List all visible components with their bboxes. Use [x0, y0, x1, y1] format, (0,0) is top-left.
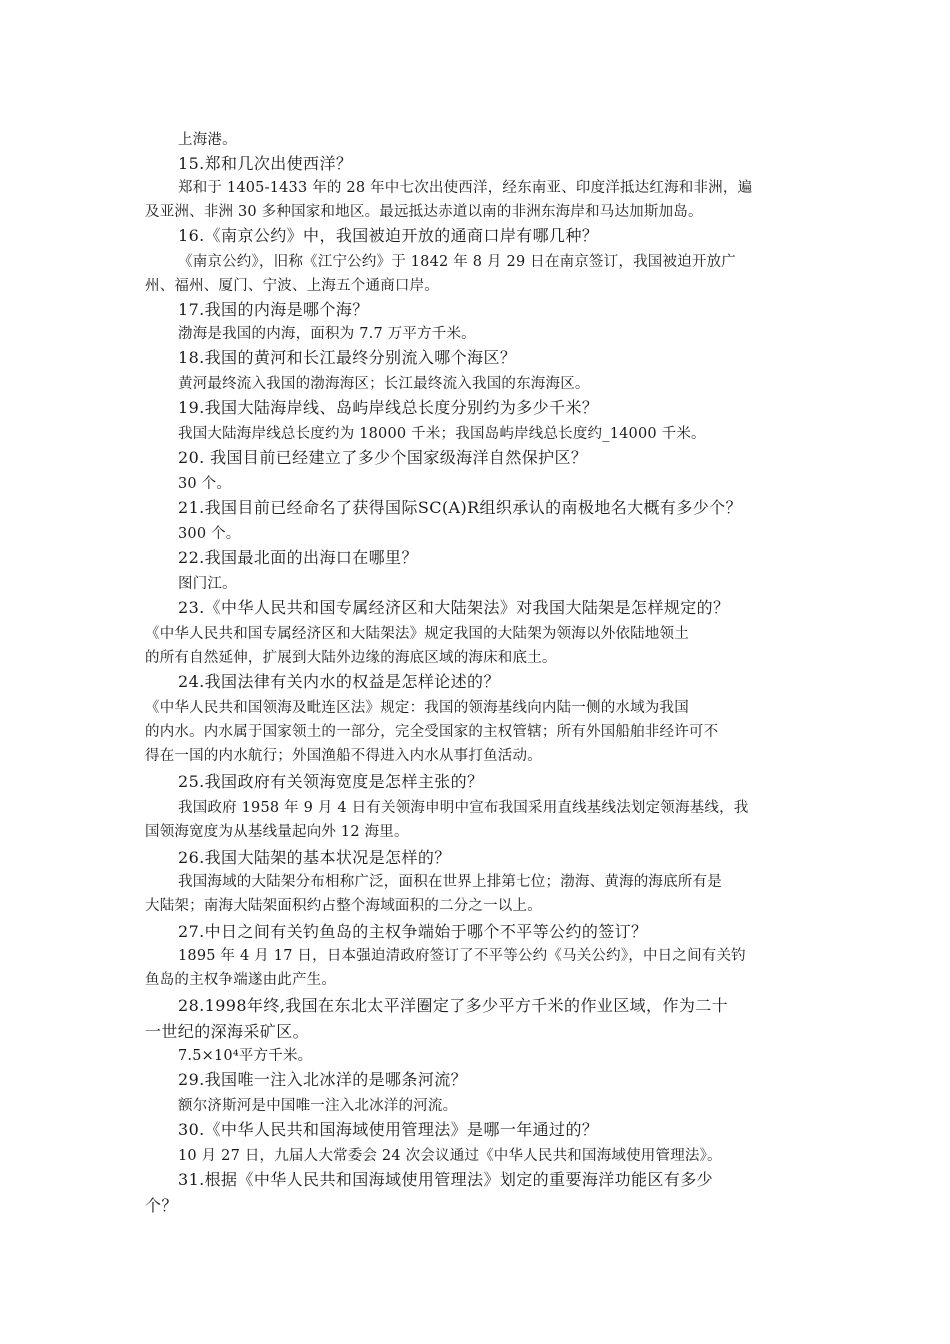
question-line: 27.中日之间有关钓鱼岛的主权争端始于哪个不平等公约的签订？	[178, 922, 648, 941]
answer-line: 我国政府 1958 年 9 月 4 日有关领海申明中宣布我国采用直线基线法划定领海基线，我	[178, 800, 749, 816]
answer-line: 黄河最终流入我国的渤海海区；长江最终流入我国的东海海区。	[178, 376, 590, 392]
answer-line: 国领海宽度为从基线量起向外 12 海里。	[145, 824, 409, 840]
answer-line: 渤海是我国的内海，面积为 7.7 万平方千米。	[178, 326, 476, 342]
question-line: 25.我国政府有关领海宽度是怎样主张的？	[178, 772, 484, 791]
answer-line: 《中华人民共和国专属经济区和大陆架法》规定我国的大陆架为领海以外依陆地领土	[145, 626, 689, 642]
question-line: 26.我国大陆架的基本状况是怎样的？	[178, 848, 451, 867]
answer-line: 300 个。	[178, 526, 241, 542]
answer-line: 图门江。	[178, 576, 237, 592]
answer-line: 州、福州、厦门、宁波、上海五个通商口岸。	[145, 278, 439, 294]
answer-line: 10 月 27 日，九届人大常委会 24 次会议通过《中华人民共和国海域使用管理法》。	[178, 1148, 722, 1164]
question-line: 29.我国唯一注入北冰洋的是哪条河流？	[178, 1070, 468, 1089]
question-line: 20. 我国目前已经建立了多少个国家级海洋自然保护区？	[178, 448, 588, 467]
answer-line: 的内水。内水属于国家领土的一部分，完全受国家的主权管辖；所有外国船舶非经许可不	[145, 724, 719, 740]
question-line: 16.《南京公约》中，我国被迫开放的通商口岸有哪几种？	[178, 226, 599, 245]
answer-line: 1895 年 4 月 17 日，日本强迫清政府签订了不平等公约《马关公约》，中日之间有关钓	[178, 948, 746, 964]
answer-line: 上海港。	[178, 132, 237, 148]
question-line: 31.根据《中华人民共和国海域使用管理法》划定的重要海洋功能区有多少	[178, 1170, 714, 1189]
answer-line: 我国海域的大陆架分布相称广泛，面积在世界上排第七位；渤海、黄海的海底所有是	[178, 874, 722, 890]
question-line: 15.郑和几次出使西洋？	[178, 154, 353, 173]
answer-line: 30 个。	[178, 476, 232, 492]
question-line: 28.1998年终,我国在东北太平洋圈定了多少平方千米的作业区域，作为二十	[178, 996, 729, 1015]
question-line: 个？	[145, 1196, 178, 1215]
answer-line: 7.5×10⁴平方千米。	[178, 1048, 313, 1064]
question-line: 21.我国目前已经命名了获得国际SC(A)R组织承认的南极地名大概有多少个？	[178, 498, 742, 517]
answer-line: 额尔济斯河是中国唯一注入北冰洋的河流。	[178, 1098, 458, 1114]
question-line: 24.我国法律有关内水的权益是怎样论述的？	[178, 672, 500, 691]
question-line: 19.我国大陆海岸线、岛屿岸线总长度分别约为多少千米？	[178, 398, 599, 417]
answer-line: 鱼岛的主权争端遂由此产生。	[145, 972, 337, 988]
answer-line: 我国大陆海岸线总长度约为 18000 千米；我国岛屿岸线总长度约_14000 千米。	[178, 426, 706, 442]
question-line: 30.《中华人民共和国海域使用管理法》是哪一年通过的？	[178, 1120, 599, 1139]
answer-line: 《中华人民共和国领海及毗连区法》规定：我国的领海基线向内陆一侧的水域为我国	[145, 700, 689, 716]
answer-line: 的所有自然延伸，扩展到大陆外边缘的海底区域的海床和底土。	[145, 650, 557, 666]
answer-line: 大陆架；南海大陆架面积约占整个海域面积的二分之一以上。	[145, 898, 542, 914]
answer-line: 郑和于 1405-1433 年的 28 年中七次出使西洋，经东南亚、印度洋抵达红海和非洲，遍	[178, 180, 753, 196]
question-line: 23.《中华人民共和国专属经济区和大陆架法》对我国大陆架是怎样规定的？	[178, 598, 730, 617]
question-line: 17.我国的内海是哪个海？	[178, 300, 369, 319]
question-line: 一世纪的深海采矿区。	[145, 1022, 310, 1041]
question-line: 18.我国的黄河和长江最终分别流入哪个海区？	[178, 348, 517, 367]
answer-line: 得在一国的内水航行；外国渔船不得进入内水从事打鱼活动。	[145, 748, 542, 764]
question-line: 22.我国最北面的出海口在哪里？	[178, 548, 418, 567]
answer-line: 及亚洲、非洲 30 多种国家和地区。最远抵达赤道以南的非洲东海岸和马达加斯加岛。	[145, 204, 703, 220]
answer-line: 《南京公约》，旧称《江宁公约》于 1842 年 8 月 29 日在南京签订，我国被迫开放广	[178, 254, 736, 270]
